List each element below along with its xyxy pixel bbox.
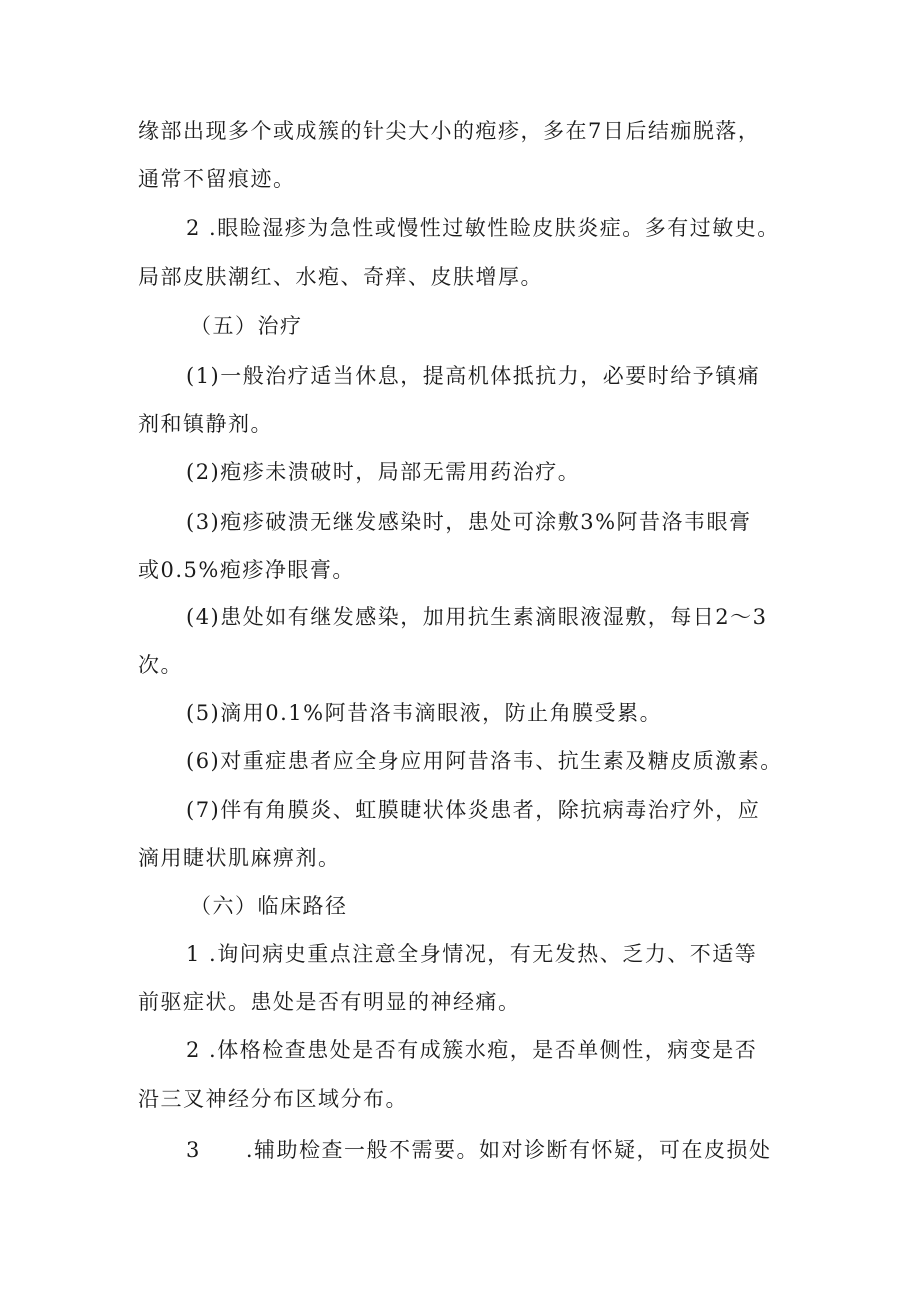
paragraph-line: (6)对重症患者应全身应用阿昔洛韦、抗生素及糖皮质激素。 — [186, 749, 783, 773]
section-heading-clinical-path: （六）临床路径 — [190, 894, 348, 918]
paragraph-line: 前驱症状。患处是否有明显的神经痛。 — [138, 990, 521, 1014]
section-heading-treatment: （五）治疗 — [190, 314, 303, 338]
paragraph-line: (2)疱疹未溃破时，局部无需用药治疗。 — [186, 460, 581, 484]
paragraph-line: 滴用睫状肌麻痹剂。 — [138, 846, 341, 870]
paragraph-line: 剂和镇静剂。 — [138, 412, 273, 436]
paragraph-line: 缘部出现多个或成簇的针尖大小的疱疹，多在7日后结痂脱落， — [138, 119, 761, 143]
paragraph-line: 局部皮肤潮红、水疱、奇痒、皮肤增厚。 — [138, 265, 543, 289]
paragraph-line: 1 .询问病史重点注意全身情况，有无发热、乏力、不适等 — [186, 942, 758, 966]
paragraph-line: 次。 — [138, 653, 183, 677]
paragraph-line: (5)滴用0.1%阿昔洛韦滴眼液，防止角膜受累。 — [186, 701, 663, 725]
paragraph-line: 3 .辅助检查一般不需要。如对诊断有怀疑，可在皮损处 — [186, 1138, 772, 1162]
paragraph-line: (7)伴有角膜炎、虹膜睫状体炎患者，除抗病毒治疗外，应 — [186, 798, 761, 822]
paragraph-line: (1)一般治疗适当休息，提高机体抵抗力，必要时给予镇痛 — [186, 364, 761, 388]
paragraph-line: 2 .体格检查患处是否有成簇水疱，是否单侧性，病变是否 — [186, 1038, 758, 1062]
paragraph-line: (3)疱疹破溃无继发感染时，患处可涂敷3%阿昔洛韦眼膏 — [186, 510, 752, 534]
paragraph-line: 沿三叉神经分布区域分布。 — [138, 1087, 408, 1111]
paragraph-line: 通常不留痕迹。 — [138, 167, 296, 191]
paragraph-line: (4)患处如有继发感染，加用抗生素滴眼液湿敷，每日2～3 — [186, 605, 768, 629]
paragraph-line: 2 .眼睑湿疹为急性或慢性过敏性睑皮肤炎症。多有过敏史。 — [186, 216, 780, 240]
paragraph-line: 或0.5%疱疹净眼膏。 — [138, 558, 355, 582]
